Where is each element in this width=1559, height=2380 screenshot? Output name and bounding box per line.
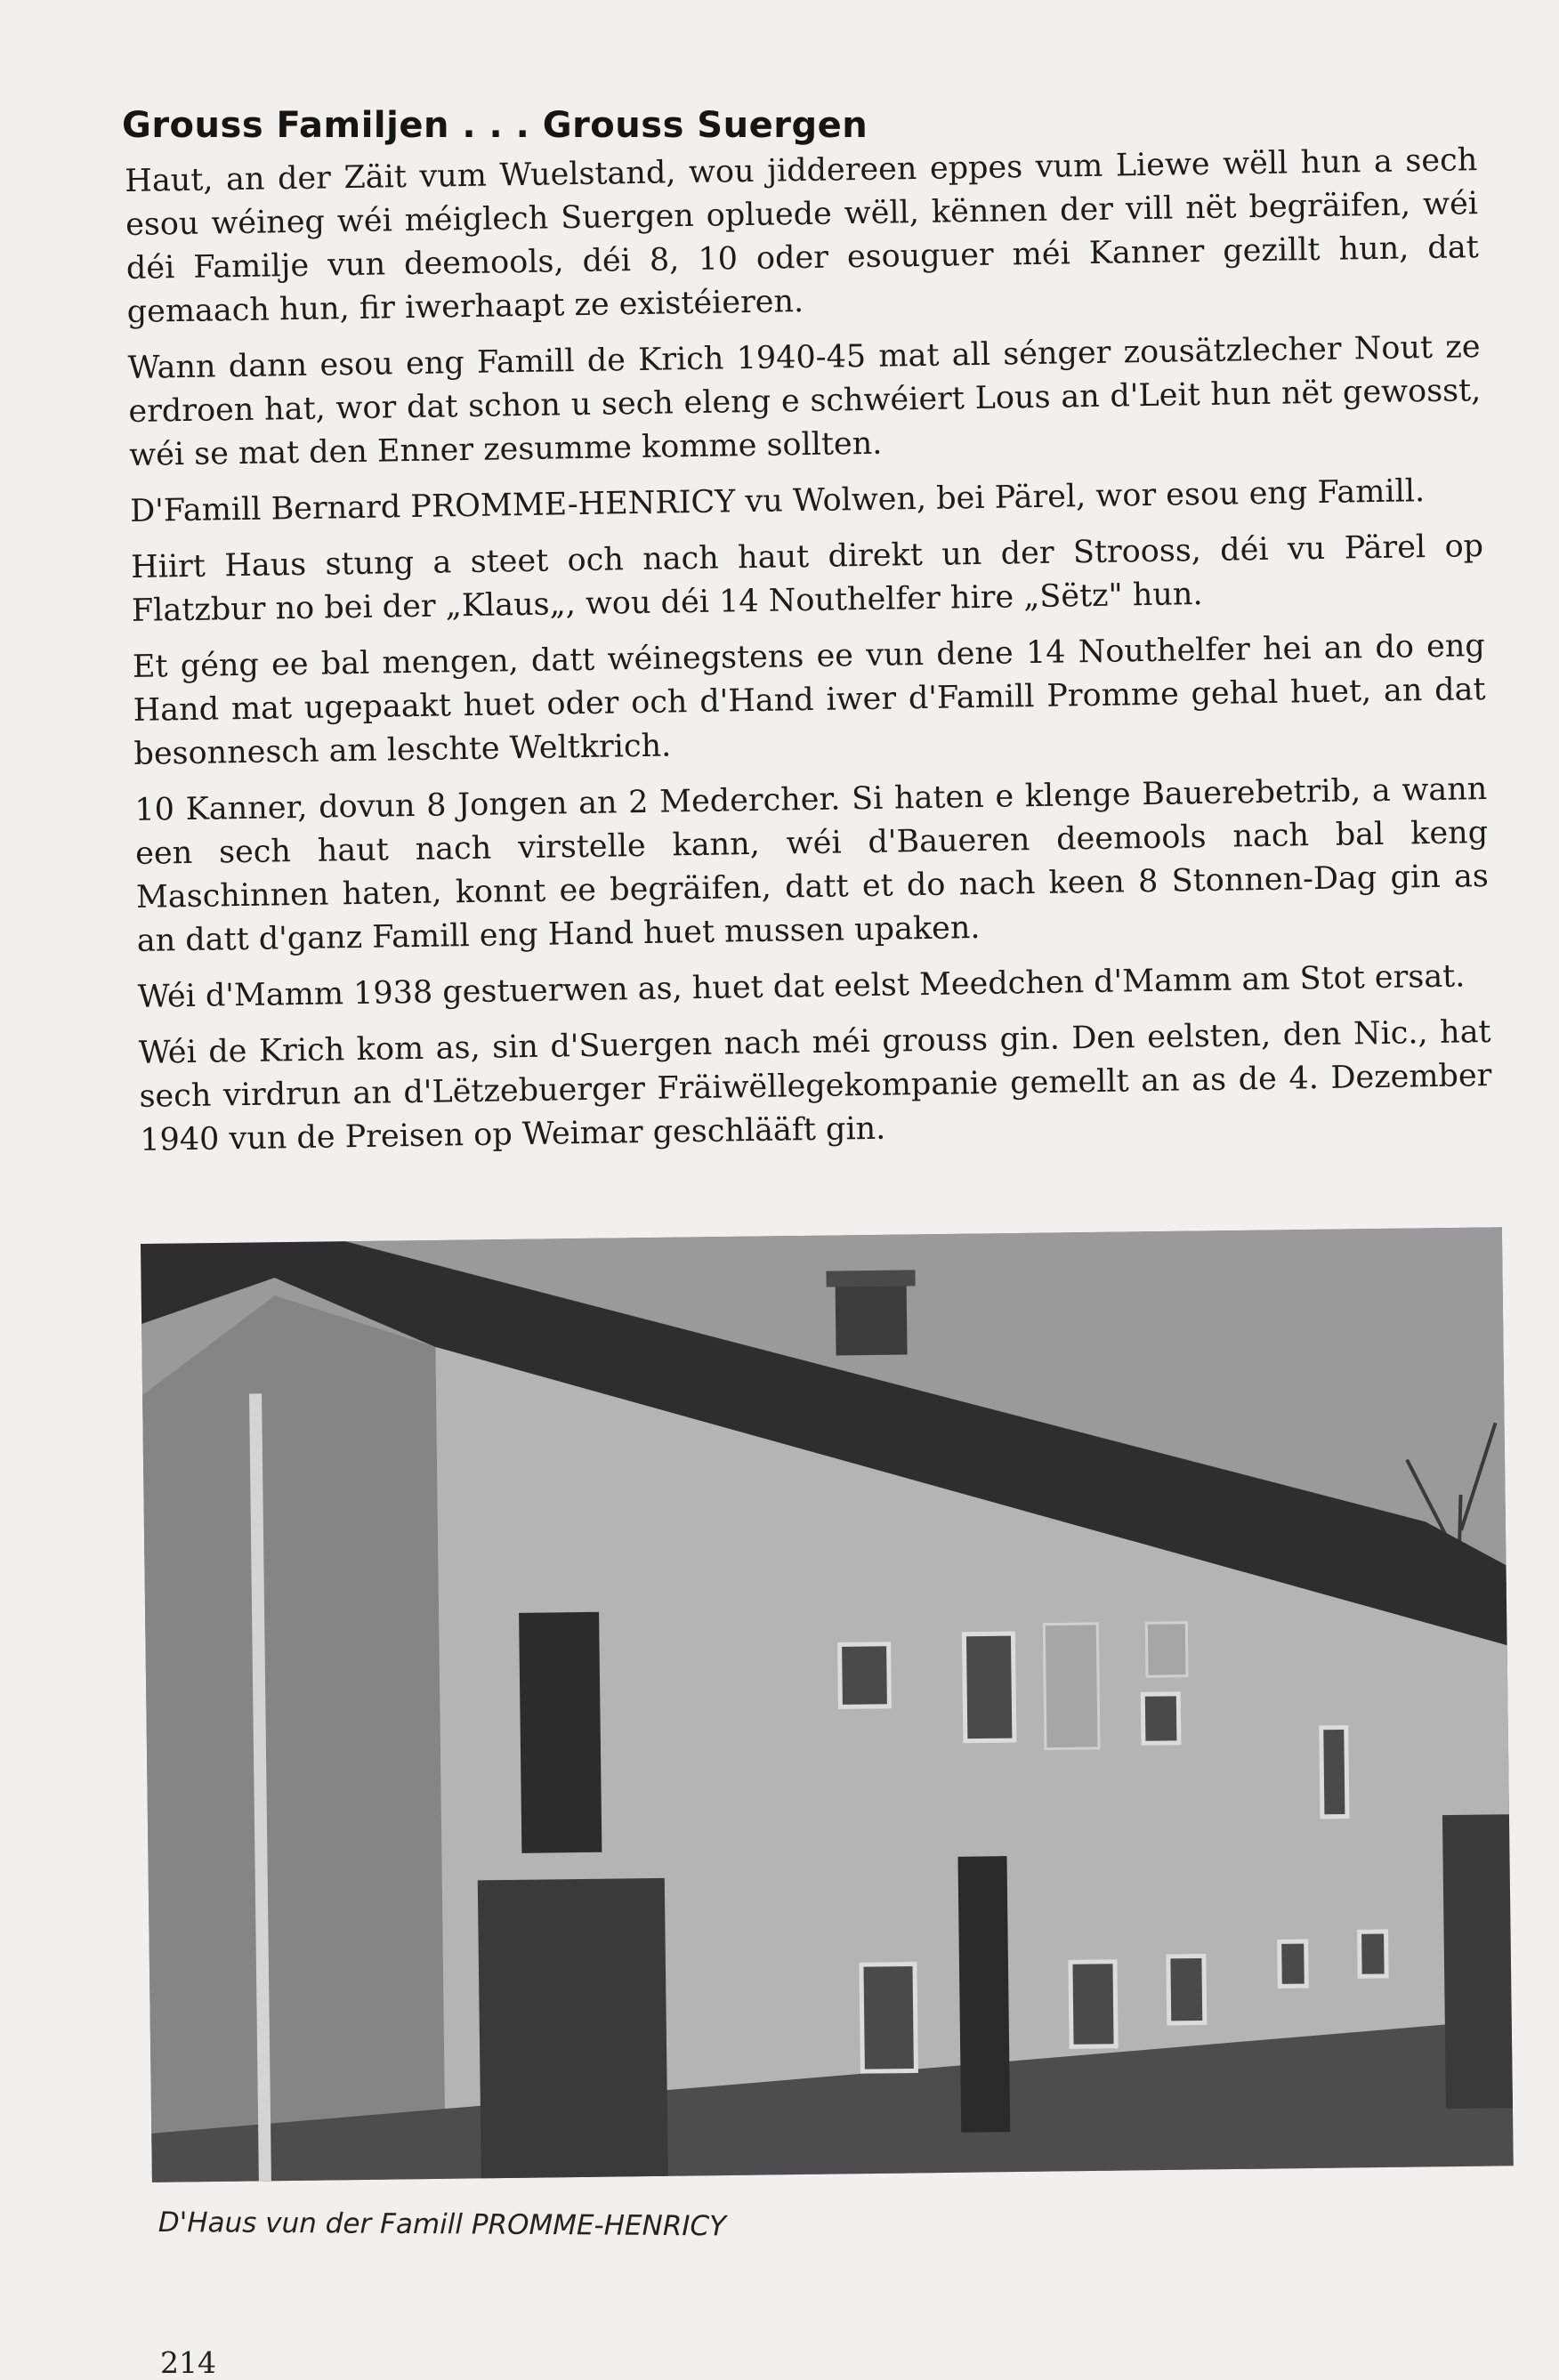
chimney bbox=[836, 1279, 908, 1355]
gable-wall bbox=[141, 1294, 446, 2182]
wall-panel bbox=[1146, 1623, 1187, 1677]
window bbox=[1360, 1932, 1387, 1976]
paragraph-4: Hiirt Haus stung a steet och nach haut direkt un der Strooss, déi vu Pärel op Flatzbur no bei der „Klaus„, wou déi 14 Nouthelfer hire „Sëtz" hun. bbox=[130, 528, 1484, 629]
wall-panel bbox=[1044, 1624, 1099, 1749]
barn-door bbox=[478, 1878, 668, 2179]
paragraph-7: Wéi d'Mamm 1938 gestuerwen as, huet dat eelst Meedchen d'Mamm am Stot ersat. bbox=[137, 958, 1466, 1015]
window bbox=[964, 1634, 1014, 1741]
window bbox=[1168, 1956, 1205, 2022]
paragraph-8: Wéi de Krich kom as, sin d'Suergen nach méi grouss gin. Den eelsten, den Nic., hat sech virdrun an d'Lëtzebuerger Fräiwëllegekompanie gemellt an as de 4. Dezember 1940 vun de Preisen op Weimar geschlääft gin. bbox=[138, 1014, 1492, 1158]
house-illustration bbox=[141, 1227, 1514, 2182]
window bbox=[861, 1964, 916, 2071]
window bbox=[1070, 1962, 1116, 2047]
house-photo bbox=[141, 1227, 1514, 2182]
article-body bbox=[125, 139, 1493, 1175]
front-door bbox=[957, 1856, 1010, 2133]
chimney-cap bbox=[826, 1270, 915, 1287]
window bbox=[1143, 1694, 1179, 1743]
upper-door bbox=[519, 1612, 602, 1853]
window bbox=[840, 1644, 890, 1707]
right-barn-door bbox=[1442, 1814, 1513, 2109]
page-number: 214 bbox=[160, 2345, 216, 2380]
window bbox=[1321, 1727, 1347, 1816]
paragraph-1: Haut, an der Zäit vum Wuelstand, wou jiddereen eppes vum Liewe wëll hun a sech esou wéineg wéi méiglech Suergen opluede wëll, kënnen der vill nët begräifen, wéi déi Familje vun deemools, déi 8, 10 oder esouguer méi Kanner gezillt hun, dat gemaach hun, fir iwerhaapt ze existéieren. bbox=[125, 142, 1480, 330]
paragraph-2: Wann dann esou eng Famill de Krich 1940-45 mat all sénger zousätzlecher Nout ze erdroen hat, wor dat schon u sech eleng e schwéiert Lous an d'Leit hun nët gewosst, wéi se mat den Enner zesumme komme sollten. bbox=[127, 329, 1482, 473]
paragraph-6: 10 Kanner, dovun 8 Jongen an 2 Medercher. Si haten e klenge Bauerebetrib, a wann een sech haut nach virstelle kann, wéi d'Baueren deemools nach bal keng Maschinnen haten, konnt ee begräifen, datt et do nach keen 8 Stonnen-Dag gin as an datt d'ganz Famill eng Hand huet mussen upaken. bbox=[134, 771, 1490, 959]
paragraph-5: Et géng ee bal mengen, datt wéinegstens ee vun dene 14 Nouthelfer hei an do eng Hand mat ugepaakt huet oder och d'Hand iwer d'Famill Promme gehal huet, an dat besonnesch am leschte Weltkrich. bbox=[132, 628, 1486, 772]
article-title: Grouss Familjen . . . Grouss Suergen bbox=[122, 105, 868, 146]
window bbox=[1280, 1941, 1307, 1986]
paragraph-3: D'Famill Bernard PROMME-HENRICY vu Wolwen, bei Pärel, wor esou eng Famill. bbox=[129, 473, 1426, 529]
photo-caption: D'Haus vun der Famill PROMME-HENRICY bbox=[158, 2207, 727, 2243]
